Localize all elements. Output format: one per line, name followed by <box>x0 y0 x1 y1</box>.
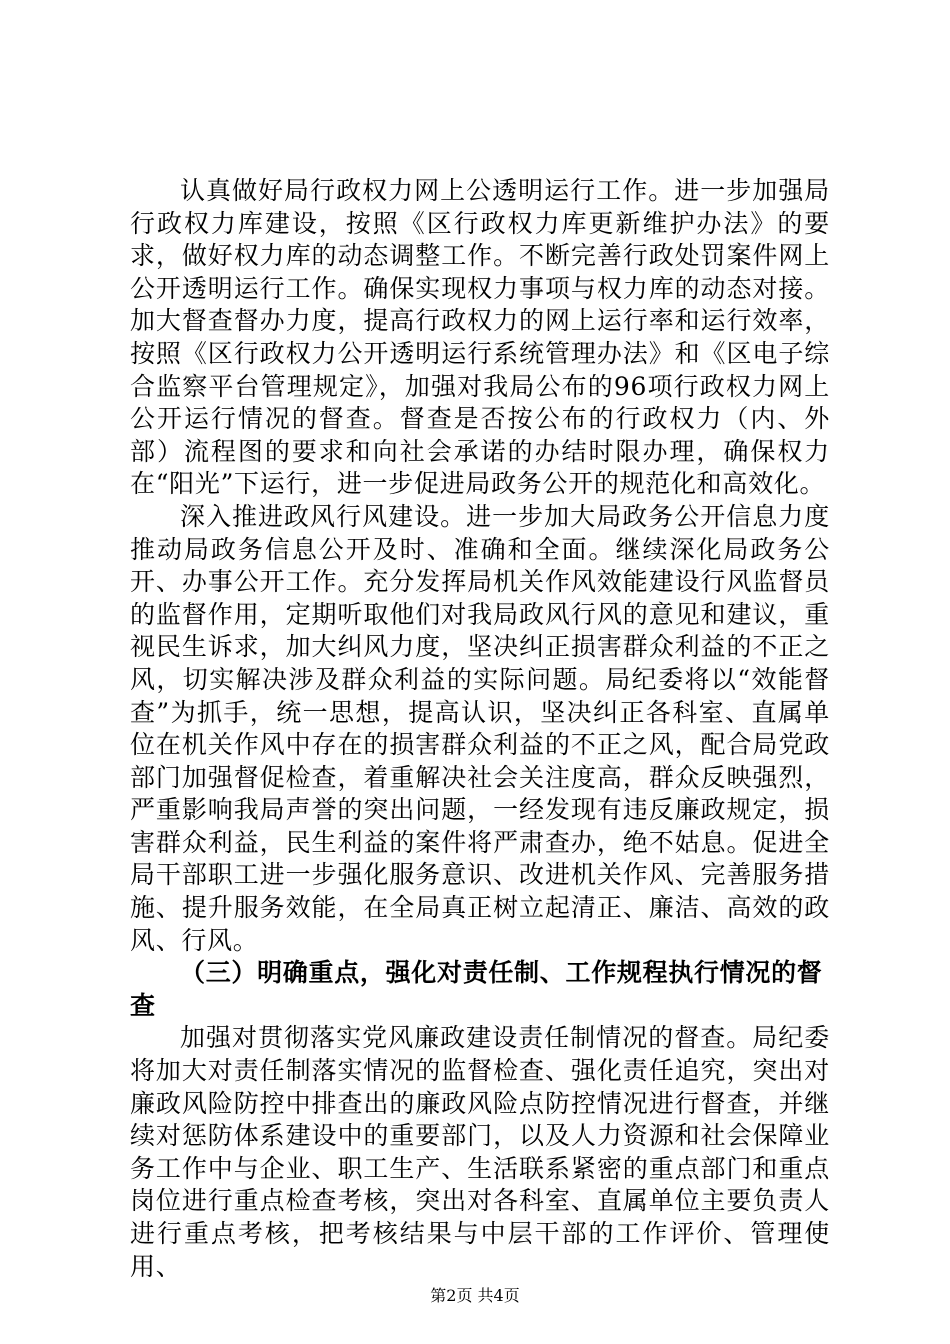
document-body <box>130 175 830 1283</box>
page-number-footer: 第2页 共4页 <box>430 1286 520 1305</box>
paragraph-responsibility-supervision: 加强对贯彻落实党风廉政建设责任制情况的督查。局纪委将加大对责任制落实情况的监督检查、强化责任追究，突出对廉政风险防控中排查出的廉政风险点防控情况进行督查，并继续对惩防体系建设中的重要部门，以及人力资源和社会保障业务工作中与企业、职工生产、生活联系紧密的重点部门和重点岗位进行重点检查考核，突出对各科室、直属单位主要负责人进行重点考核，把考核结果与中层干部的工作评价、管理使用、 <box>130 1023 830 1281</box>
section-heading: （三）明确重点，强化对责任制、工作规程执行情况的督查 <box>130 958 823 1020</box>
paragraph-power-transparency: 认真做好局行政权力网上公透明运行工作。进一步加强局行政权力库建设，按照《区行政权力库更新维护办法》的要求，做好权力库的动态调整工作。不断完善行政处罚案件网上公开透明运行工作。确保实现权力事项与权力库的动态对接。加大督查督办力度，提高行政权力的网上运行率和运行效率，按照《区行政权力公开透明运行系统管理办法》和《区电子综合监察平台管理规定》，加强对我局公布的96项行政权力网上公开运行情况的督查。督查是否按公布的行政权力（内、外部）流程图的要求和向社会承诺的办结时限办理，确保权力在“阳光”下运行，进一步促进局政务公开的规范化和高效化。 <box>130 176 830 499</box>
paragraph-style-construction: 深入推进政风行风建设。进一步加大局政务公开信息力度推动局政务信息公开及时、准确和全面。继续深化局政务公开、办事公开工作。充分发挥局机关作风效能建设行风监督员的监督作用，定期听取他们对我局政风行风的意见和建议，重视民生诉求，加大纠风力度，坚决纠正损害群众利益的不正之风，切实解决涉及群众利益的实际问题。局纪委将以“效能督查”为抓手，统一思想，提高认识，坚决纠正各科室、直属单位在机关作风中存在的损害群众利益的不正之风，配合局党政部门加强督促检查，着重解决社会关注度高，群众反映强烈，严重影响我局声誉的突出问题，一经发现有违反廉政规定，损害群众利益，民生利益的案件将严肃查办，绝不姑息。促进全局干部职工进一步强化服务意识、改进机关作风、完善服务措施、提升服务效能，在全局真正树立起清正、廉洁、高效的政风、行风。 <box>130 501 830 955</box>
